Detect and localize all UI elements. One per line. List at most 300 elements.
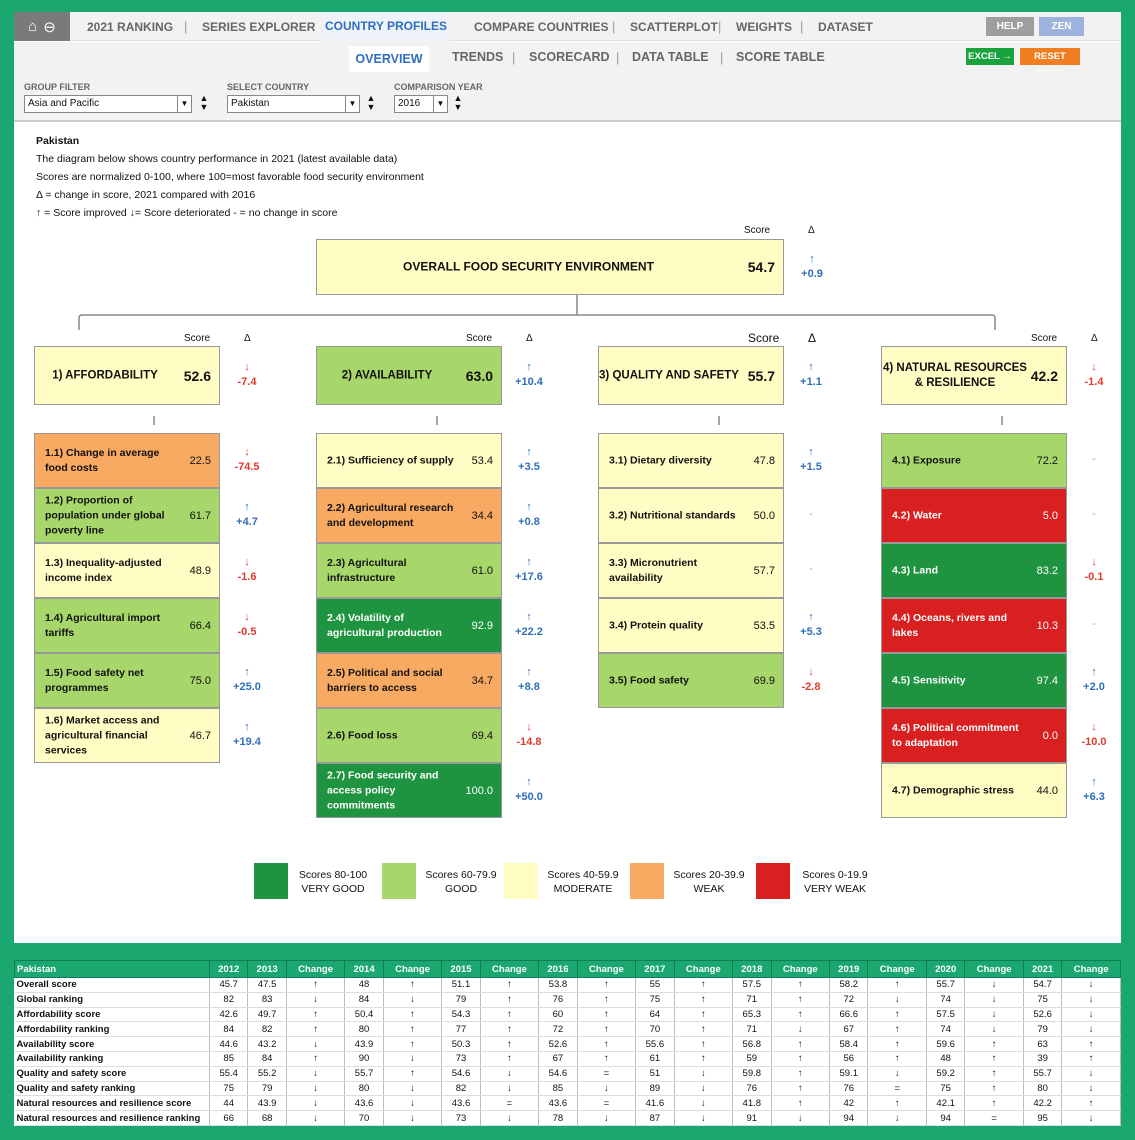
table-cell: 56 xyxy=(830,1051,868,1066)
indicator-label: 1.2) Proportion of population under global poverty line xyxy=(45,494,165,536)
table-cell: ↑ xyxy=(1062,1051,1121,1066)
indicator-box[interactable] xyxy=(881,708,1067,763)
table-cell: ↑ xyxy=(868,1096,927,1111)
indicator-label: 3.1) Dietary diversity xyxy=(609,454,712,466)
indicator-score: 53.5 xyxy=(753,619,775,632)
table-cell: 61 xyxy=(636,1051,674,1066)
table-header: 2020 xyxy=(926,961,964,978)
indicator-label: 3.2) Nutritional standards xyxy=(609,509,736,521)
group-spinner[interactable]: ▲ ▼ xyxy=(199,93,209,112)
indicator-box[interactable] xyxy=(316,543,502,598)
table-cell: ↑ xyxy=(771,978,830,993)
indicator-change xyxy=(509,610,549,640)
indicator-label: 2.2) Agricultural research and development xyxy=(327,501,454,529)
table-cell: Affordability ranking xyxy=(15,1022,210,1037)
table-cell: 82 xyxy=(442,1081,480,1096)
change-value: - xyxy=(1092,618,1096,630)
table-cell: ↑ xyxy=(577,1037,636,1052)
change-value: +22.2 xyxy=(515,626,543,638)
table-header: Change xyxy=(1062,961,1121,978)
table-cell: 79 xyxy=(1023,1022,1061,1037)
table-row xyxy=(15,1081,1121,1096)
tab-compare-countries[interactable]: COMPARE COUNTRIES xyxy=(474,20,609,34)
indicator-change xyxy=(227,500,267,530)
table-cell: 43.9 xyxy=(345,1037,383,1052)
indicator-box[interactable] xyxy=(316,708,502,763)
indicator-box[interactable] xyxy=(34,488,220,543)
chevron-down-icon[interactable]: ▼ xyxy=(177,96,191,112)
table-cell: ↓ xyxy=(383,1096,442,1111)
indicator-score: 50.0 xyxy=(753,509,775,522)
table-cell: ↑ xyxy=(480,1051,539,1066)
change-arrow-icon: ↑ xyxy=(808,361,814,373)
change-value: -1.4 xyxy=(1084,376,1104,388)
comparison-year-select[interactable]: 2016 ▼ xyxy=(394,95,448,113)
indicator-label: 1.4) Agricultural import tariffs xyxy=(45,611,161,639)
indicator-score: 10.3 xyxy=(1036,619,1058,632)
indicator-score: 34.7 xyxy=(471,674,493,687)
table-cell: 84 xyxy=(345,992,383,1007)
table-cell: 57.5 xyxy=(733,978,771,993)
chevron-down-icon[interactable]: ▼ xyxy=(433,96,447,112)
help-button[interactable]: HELP xyxy=(986,17,1034,36)
indicator-box[interactable] xyxy=(34,708,220,763)
table-cell: 91 xyxy=(733,1111,771,1126)
indicator-box[interactable] xyxy=(881,598,1067,653)
table-cell: 79 xyxy=(248,1081,286,1096)
indicator-box[interactable] xyxy=(598,598,784,653)
table-cell: ↓ xyxy=(1062,1111,1121,1126)
pillar-label: 2) AVAILABILITY xyxy=(341,369,433,381)
indicator-change xyxy=(791,507,831,522)
indicator-box[interactable] xyxy=(34,598,220,653)
table-cell: ↑ xyxy=(771,1037,830,1052)
table-header: Pakistan xyxy=(15,961,210,978)
table-cell: Natural resources and resilience score xyxy=(15,1096,210,1111)
indicator-label: 4.3) Land xyxy=(892,564,939,576)
info-line-3: Δ = change in score, 2021 compared with 2016 xyxy=(36,189,256,201)
indicator-label: 4.1) Exposure xyxy=(892,454,961,466)
table-cell: 95 xyxy=(1023,1111,1061,1126)
country-title: Pakistan xyxy=(36,135,80,147)
table-cell: ↓ xyxy=(286,992,345,1007)
table-cell: 94 xyxy=(830,1111,868,1126)
table-cell: Overall score xyxy=(15,978,210,993)
change-value: -1.6 xyxy=(237,571,257,583)
table-row xyxy=(15,1022,1121,1037)
table-cell: ↓ xyxy=(383,1051,442,1066)
tab-weights[interactable]: WEIGHTS xyxy=(736,20,792,34)
indicator-change xyxy=(227,720,267,750)
indicator-box[interactable] xyxy=(316,653,502,708)
indicator-change xyxy=(1074,507,1114,522)
table-cell: = xyxy=(577,1096,636,1111)
table-header: 2021 xyxy=(1023,961,1061,978)
table-cell: ↑ xyxy=(383,1007,442,1022)
indicator-score: 47.8 xyxy=(753,454,775,467)
pillar-change-3 xyxy=(791,360,831,390)
table-cell: 50.3 xyxy=(442,1037,480,1052)
score-header: Score xyxy=(744,225,771,236)
change-arrow-icon: ↑ xyxy=(1091,776,1097,788)
overall-score: 54.7 xyxy=(747,259,775,275)
table-cell: Quality and safety ranking xyxy=(15,1081,210,1096)
table-cell: ↓ xyxy=(286,1037,345,1052)
score-header: Score xyxy=(748,331,780,345)
indicator-box[interactable] xyxy=(881,433,1067,488)
tab-2021-ranking[interactable]: 2021 RANKING xyxy=(87,20,174,34)
delta-header: Δ xyxy=(808,225,815,236)
table-cell: ↓ xyxy=(771,1111,830,1126)
tab-scatterplot[interactable]: SCATTERPLOT xyxy=(630,20,718,34)
table-header: Change xyxy=(286,961,345,978)
indicator-label: 2.4) Volatility of agricultural production xyxy=(327,611,442,639)
indicator-label: 4.4) Oceans, rivers and lakes xyxy=(892,611,1007,639)
comparison-year-label: COMPARISON YEAR xyxy=(394,82,483,92)
change-arrow-icon: ↑ xyxy=(244,721,250,733)
home-icon[interactable]: ⌂ xyxy=(28,18,38,35)
change-arrow-icon: ↑ xyxy=(526,666,532,678)
table-cell: 48 xyxy=(345,978,383,993)
table-cell: ↓ xyxy=(1062,978,1121,993)
table-cell: ↑ xyxy=(1062,1096,1121,1111)
table-cell: 70 xyxy=(636,1022,674,1037)
change-value: - xyxy=(1092,453,1096,465)
change-value: +2.0 xyxy=(1083,681,1105,693)
table-cell: ↑ xyxy=(383,1037,442,1052)
table-cell: 43.2 xyxy=(248,1037,286,1052)
table-cell: ↑ xyxy=(674,978,733,993)
indicator-score: 66.4 xyxy=(189,619,211,632)
table-cell: ↓ xyxy=(1062,1007,1121,1022)
indicator-box[interactable] xyxy=(598,543,784,598)
group-filter-select[interactable]: Asia and Pacific ▼ xyxy=(24,95,192,113)
table-cell: 87 xyxy=(636,1111,674,1126)
indicator-box[interactable] xyxy=(316,598,502,653)
table-cell: 43.6 xyxy=(539,1096,577,1111)
info-line-1: The diagram below shows country performance in 2021 (latest available data) xyxy=(36,153,398,165)
change-value: - xyxy=(809,508,813,520)
pillar-box-4[interactable] xyxy=(881,346,1067,405)
indicator-score: 69.9 xyxy=(753,674,775,687)
indicator-score: 44.0 xyxy=(1036,784,1058,797)
zen-button[interactable]: ZEN xyxy=(1039,17,1084,36)
country-spinner[interactable]: ▲ ▼ xyxy=(366,93,376,112)
back-icon[interactable]: ⊖ xyxy=(43,18,56,36)
table-header: Change xyxy=(771,961,830,978)
change-value: +8.8 xyxy=(518,681,540,693)
table-cell: 44 xyxy=(210,1096,248,1111)
indicator-label: 1.6) Market access and agricultural financial services xyxy=(45,714,160,756)
table-cell: 90 xyxy=(345,1051,383,1066)
change-arrow-icon: ↓ xyxy=(244,361,250,373)
table-header: 2012 xyxy=(210,961,248,978)
table-cell: 59.8 xyxy=(733,1066,771,1081)
change-arrow-icon: ↑ xyxy=(526,556,532,568)
table-cell: 43.6 xyxy=(345,1096,383,1111)
tab-trends[interactable]: TRENDS xyxy=(452,50,504,64)
table-cell: 74 xyxy=(926,992,964,1007)
table-cell: Availability ranking xyxy=(15,1051,210,1066)
table-cell: 42 xyxy=(830,1096,868,1111)
indicator-label: 2.3) Agricultural infrastructure xyxy=(327,556,407,584)
change-arrow-icon: ↓ xyxy=(1091,361,1097,373)
tab-data-table[interactable]: DATA TABLE xyxy=(632,50,709,64)
pillar-box-3[interactable] xyxy=(598,346,784,405)
table-cell: 50.4 xyxy=(345,1007,383,1022)
sub-nav: OVERVIEW TRENDS | SCORECARD | DATA TABLE | SCORE TABLE xyxy=(14,42,1121,72)
table-cell: 58.2 xyxy=(830,978,868,993)
table-cell: Natural resources and resilience ranking xyxy=(15,1111,210,1126)
table-cell: 41.6 xyxy=(636,1096,674,1111)
table-cell: 43.6 xyxy=(442,1096,480,1111)
table-header: 2019 xyxy=(830,961,868,978)
tab-dataset[interactable]: DATASET xyxy=(818,20,873,34)
change-value: +1.5 xyxy=(800,461,822,473)
table-cell: 67 xyxy=(830,1022,868,1037)
indicator-change xyxy=(509,720,549,750)
table-cell: ↑ xyxy=(868,1007,927,1022)
table-cell: 56.8 xyxy=(733,1037,771,1052)
pillar-score: 52.6 xyxy=(183,367,211,384)
change-value: -0.5 xyxy=(237,626,257,638)
change-arrow-icon: ↓ xyxy=(526,721,532,733)
table-cell: ↓ xyxy=(868,1066,927,1081)
table-cell: ↓ xyxy=(286,1081,345,1096)
table-cell: 55.4 xyxy=(210,1066,248,1081)
group-filter-label: GROUP FILTER xyxy=(24,82,91,92)
indicator-change xyxy=(509,445,549,475)
table-header: Change xyxy=(868,961,927,978)
change-value: -7.4 xyxy=(237,376,257,388)
table-cell: 76 xyxy=(539,992,577,1007)
change-arrow-icon: ↑ xyxy=(244,501,250,513)
table-cell: 71 xyxy=(733,1022,771,1037)
legend-label: Scores 80-100 VERY GOOD xyxy=(298,869,368,895)
indicator-label: 1.5) Food safety net programmes xyxy=(45,666,144,694)
indicator-box[interactable] xyxy=(881,763,1067,818)
table-cell: 55 xyxy=(636,978,674,993)
table-cell: ↓ xyxy=(383,1081,442,1096)
indicator-box[interactable] xyxy=(316,433,502,488)
table-cell: ↓ xyxy=(1062,992,1121,1007)
indicator-label: 2.7) Food security and access policy commitments xyxy=(327,769,439,811)
table-cell: 47.5 xyxy=(248,978,286,993)
indicator-box[interactable] xyxy=(34,543,220,598)
table-cell: 83 xyxy=(248,992,286,1007)
table-cell: 63 xyxy=(1023,1037,1061,1052)
indicator-change xyxy=(227,445,267,475)
legend-swatch-g xyxy=(382,863,416,899)
pillar-box-1[interactable] xyxy=(34,346,220,405)
table-cell: 54.6 xyxy=(442,1066,480,1081)
table-cell: ↓ xyxy=(965,1022,1024,1037)
tab-score-table[interactable]: SCORE TABLE xyxy=(736,50,825,64)
change-value: +4.7 xyxy=(236,516,258,528)
change-arrow-icon: ↑ xyxy=(526,611,532,623)
legend-label: Scores 20-39.9 WEAK xyxy=(673,869,745,895)
indicator-change xyxy=(1074,452,1114,467)
indicator-change xyxy=(509,500,549,530)
table-cell: 85 xyxy=(539,1081,577,1096)
indicator-change xyxy=(1074,665,1114,695)
table-row xyxy=(15,992,1121,1007)
change-arrow-icon: ↑ xyxy=(808,611,814,623)
indicator-score: 97.4 xyxy=(1036,674,1058,687)
table-cell: ↑ xyxy=(771,1007,830,1022)
table-cell: ↓ xyxy=(674,1111,733,1126)
table-cell: ↓ xyxy=(286,1096,345,1111)
delta-header: Δ xyxy=(526,333,533,344)
score-header: Score xyxy=(466,333,493,344)
indicator-box[interactable] xyxy=(598,488,784,543)
indicator-score: 69.4 xyxy=(471,729,493,742)
table-cell: ↑ xyxy=(480,1007,539,1022)
table-cell: Affordability score xyxy=(15,1007,210,1022)
table-row xyxy=(15,978,1121,993)
indicator-score: 83.2 xyxy=(1036,564,1058,577)
reset-page-button[interactable]: RESET xyxy=(1020,48,1080,65)
change-arrow-icon: ↓ xyxy=(808,666,814,678)
table-header: 2016 xyxy=(539,961,577,978)
indicator-box[interactable] xyxy=(34,653,220,708)
pillar-change-2 xyxy=(509,360,549,390)
legend-swatch-vg xyxy=(254,863,288,899)
change-arrow-icon: ↑ xyxy=(526,501,532,513)
year-spinner[interactable]: ▲ ▼ xyxy=(453,93,463,112)
tab-country-profiles[interactable]: COUNTRY PROFILES xyxy=(322,12,450,42)
change-value: +3.5 xyxy=(518,461,540,473)
table-cell: 73 xyxy=(442,1051,480,1066)
table-cell: 77 xyxy=(442,1022,480,1037)
change-value: +19.4 xyxy=(233,736,261,748)
table-cell: ↓ xyxy=(965,978,1024,993)
table-row xyxy=(15,1111,1121,1126)
table-cell: ↑ xyxy=(868,1022,927,1037)
indicator-box[interactable] xyxy=(34,433,220,488)
table-cell: 54.3 xyxy=(442,1007,480,1022)
pillar-box-2[interactable] xyxy=(316,346,502,405)
indicator-score: 53.4 xyxy=(471,454,493,467)
change-arrow-icon: ↑ xyxy=(526,776,532,788)
table-cell: 59.6 xyxy=(926,1037,964,1052)
overall-label: OVERALL FOOD SECURITY ENVIRONMENT xyxy=(403,259,654,274)
indicator-score: 48.9 xyxy=(189,564,211,577)
table-cell: ↑ xyxy=(771,1051,830,1066)
table-cell: ↑ xyxy=(674,992,733,1007)
indicator-label: 3.3) Micronutrient availability xyxy=(609,556,698,584)
indicator-box[interactable] xyxy=(881,488,1067,543)
table-cell: 75 xyxy=(636,992,674,1007)
change-value: -0.1 xyxy=(1084,571,1104,583)
change-arrow-icon: ↑ xyxy=(526,446,532,458)
excel-button[interactable]: EXCEL → xyxy=(966,48,1014,65)
table-cell: 80 xyxy=(345,1081,383,1096)
indicator-score: 92.9 xyxy=(471,619,493,632)
table-cell: 45.7 xyxy=(210,978,248,993)
table-row xyxy=(15,1007,1121,1022)
table-header: 2013 xyxy=(248,961,286,978)
select-country-select[interactable]: Pakistan ▼ xyxy=(227,95,360,113)
legend-swatch-m xyxy=(504,863,538,899)
table-cell: 42.2 xyxy=(1023,1096,1061,1111)
table-header: 2018 xyxy=(733,961,771,978)
table-cell: 76 xyxy=(733,1081,771,1096)
pillar-score: 42.2 xyxy=(1030,367,1058,384)
table-cell: = xyxy=(868,1081,927,1096)
pillar-label: 3) QUALITY AND SAFETY xyxy=(599,369,739,381)
indicator-label: 4.5) Sensitivity xyxy=(892,674,966,686)
overall-change xyxy=(792,252,832,282)
table-header: 2015 xyxy=(442,961,480,978)
pillar-score: 55.7 xyxy=(747,367,775,384)
table-cell: 70 xyxy=(345,1111,383,1126)
table-cell: 65.3 xyxy=(733,1007,771,1022)
table-cell: 85 xyxy=(210,1051,248,1066)
pillar-change-4 xyxy=(1074,360,1114,390)
overall-score-box[interactable] xyxy=(316,239,784,295)
change-value: -2.8 xyxy=(801,681,821,693)
indicator-score: 5.0 xyxy=(1042,509,1058,522)
table-cell: ↑ xyxy=(577,1051,636,1066)
info-line-2: Scores are normalized 0-100, where 100=most favorable food security environment xyxy=(36,171,424,183)
table-cell: 82 xyxy=(210,992,248,1007)
chevron-down-icon[interactable]: ▼ xyxy=(345,96,359,112)
table-cell: 68 xyxy=(248,1111,286,1126)
tab-series-explorer[interactable]: SERIES EXPLORER xyxy=(202,20,316,34)
table-cell: 79 xyxy=(442,992,480,1007)
indicator-box[interactable] xyxy=(881,653,1067,708)
indicator-box[interactable] xyxy=(881,543,1067,598)
indicator-box[interactable] xyxy=(598,433,784,488)
table-cell: 84 xyxy=(248,1051,286,1066)
table-cell: ↓ xyxy=(868,992,927,1007)
table-cell: ↑ xyxy=(383,1066,442,1081)
indicator-change xyxy=(1074,720,1114,750)
table-cell: 58.4 xyxy=(830,1037,868,1052)
indicator-label: 2.1) Sufficiency of supply xyxy=(327,454,454,466)
indicator-change xyxy=(227,555,267,585)
indicator-box[interactable] xyxy=(598,653,784,708)
indicator-label: 4.6) Political commitment to adaptation xyxy=(892,721,1019,749)
table-cell: 59.1 xyxy=(830,1066,868,1081)
indicator-change xyxy=(227,665,267,695)
table-cell: ↑ xyxy=(286,1007,345,1022)
change-arrow-icon: ↓ xyxy=(1091,721,1097,733)
change-arrow-icon: ↑ xyxy=(526,361,532,373)
tab-overview[interactable]: OVERVIEW xyxy=(349,46,429,73)
table-cell: ↓ xyxy=(383,1111,442,1126)
table-cell: 52.6 xyxy=(1023,1007,1061,1022)
indicator-box[interactable] xyxy=(316,763,502,818)
table-cell: ↑ xyxy=(771,992,830,1007)
table-cell: ↑ xyxy=(771,1066,830,1081)
table-header: Change xyxy=(674,961,733,978)
table-cell: ↓ xyxy=(868,1111,927,1126)
table-cell: 55.6 xyxy=(636,1037,674,1052)
change-arrow-icon: ↓ xyxy=(244,556,250,568)
table-header: 2014 xyxy=(345,961,383,978)
table-cell: ↑ xyxy=(383,978,442,993)
change-value: +5.3 xyxy=(800,626,822,638)
pillar-label: 4) NATURAL RESOURCES & RESILIENCE xyxy=(883,361,1027,389)
table-cell: ↑ xyxy=(771,1081,830,1096)
tab-scorecard[interactable]: SCORECARD xyxy=(529,50,610,64)
change-value: +1.1 xyxy=(800,376,822,388)
table-cell: ↓ xyxy=(674,1081,733,1096)
indicator-score: 61.7 xyxy=(189,509,211,522)
indicator-box[interactable] xyxy=(316,488,502,543)
